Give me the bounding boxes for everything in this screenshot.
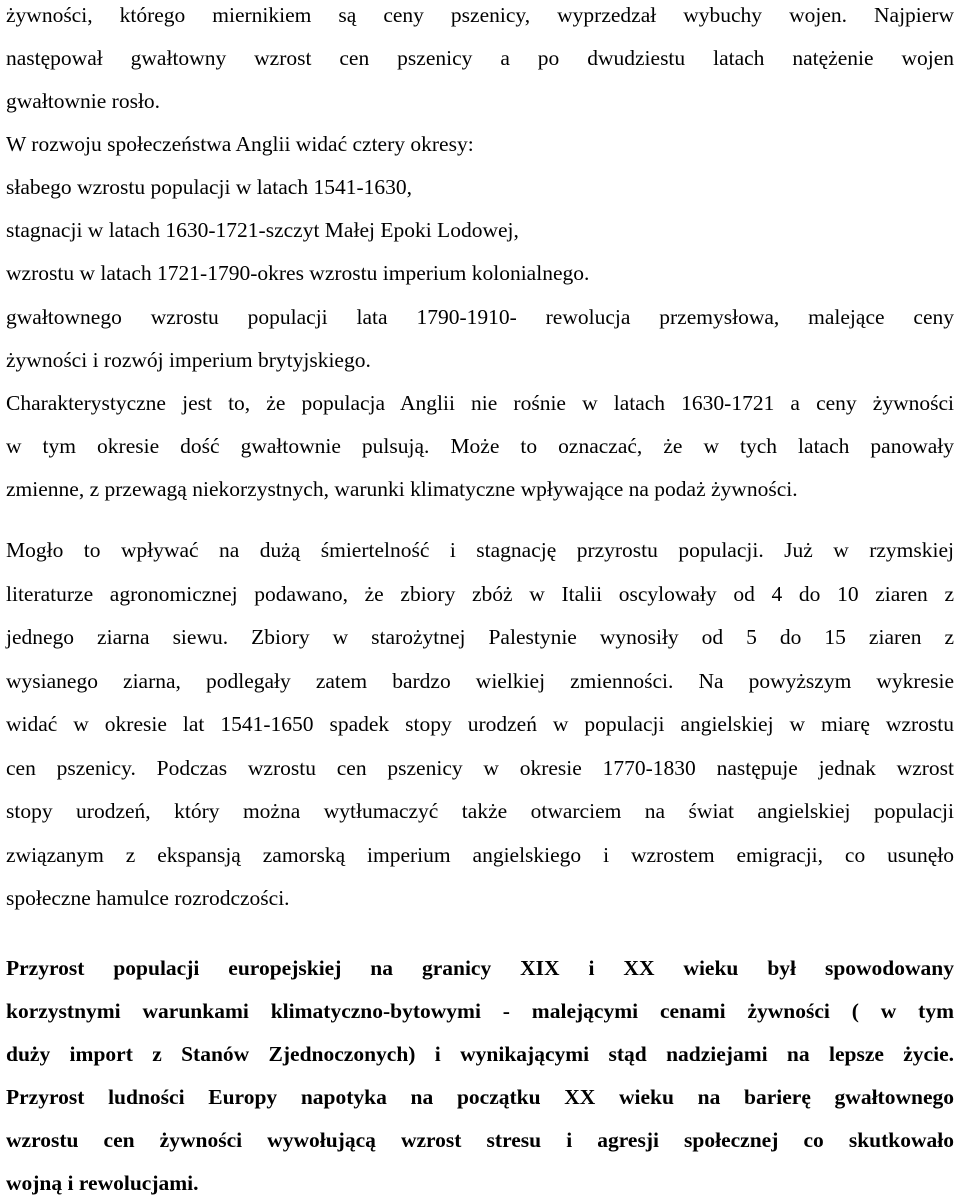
bold-paragraph-line: wojną i rewolucjami.: [6, 1171, 199, 1195]
bold-paragraph-line: korzystnymi warunkami klimatyczno-bytowymi - malejącymi cenami żywności ( w tym: [6, 999, 954, 1023]
bold-paragraph-line: wzrostu cen żywności wywołującą wzrost stresu i agresji społecznej co skutkowało: [6, 1128, 954, 1152]
bold-paragraph-line: Przyrost populacji europejskiej na granicy XIX i XX wieku był spowodowany: [6, 956, 954, 980]
paragraph-line: żywności, którego miernikiem są ceny pszenicy, wyprzedzał wybuchy wojen. Najpierw: [6, 3, 954, 27]
paragraph-line: następował gwałtowny wzrost cen pszenicy a po dwudziestu latach natężenie wojen: [6, 46, 954, 70]
paragraph-line: literaturze agronomicznej podawano, że zbiory zbóż w Italii oscylowały od 4 do 10 ziaren z: [6, 582, 954, 606]
period-item: słabego wzrostu populacji w latach 1541-1630,: [6, 175, 413, 199]
bold-paragraph-line: duży import z Stanów Zjednoczonych) i wynikającymi stąd nadziejami na lepsze życie.: [6, 1042, 954, 1066]
paragraph-line: związanym z ekspansją zamorską imperium angielskiego i wzrostem emigracji, co usunęło: [6, 843, 954, 867]
paragraph-line: gwałtownie rosło.: [6, 89, 161, 113]
paragraph-line: wysianego ziarna, podlegały zatem bardzo wielkiej zmienności. Na powyższym wykresie: [6, 669, 954, 693]
period-item: stagnacji w latach 1630-1721-szczyt Małej Epoki Lodowej,: [6, 218, 519, 242]
paragraph-line: w tym okresie dość gwałtownie pulsują. Może to oznaczać, że w tych latach panowały: [6, 434, 954, 458]
paragraph-line: zmienne, z przewagą niekorzystnych, warunki klimatyczne wpływające na podaż żywności.: [6, 477, 798, 501]
paragraph-line: cen pszenicy. Podczas wzrostu cen pszenicy w okresie 1770-1830 następuje jednak wzrost: [6, 756, 954, 780]
paragraph-line: stopy urodzeń, który można wytłumaczyć także otwarciem na świat angielskiej populacji: [6, 799, 954, 823]
paragraph-line: Charakterystyczne jest to, że populacja Anglii nie rośnie w latach 1630-1721 a ceny żywności: [6, 391, 954, 415]
paragraph-line: jednego ziarna siewu. Zbiory w starożytnej Palestynie wynosiły od 5 do 15 ziaren z: [6, 625, 954, 649]
period-item: gwałtownego wzrostu populacji lata 1790-1910- rewolucja przemysłowa, malejące ceny: [6, 305, 954, 329]
periods-intro: W rozwoju społeczeństwa Anglii widać cztery okresy:: [6, 132, 474, 156]
period-item: żywności i rozwój imperium brytyjskiego.: [6, 348, 371, 372]
bold-paragraph-line: Przyrost ludności Europy napotyka na początku XX wieku na barierę gwałtownego: [6, 1085, 954, 1109]
paragraph-line: widać w okresie lat 1541-1650 spadek stopy urodzeń w populacji angielskiej w miarę wzrostu: [6, 712, 954, 736]
period-item: wzrostu w latach 1721-1790-okres wzrostu imperium kolonialnego.: [6, 261, 590, 285]
paragraph-line: społeczne hamulce rozrodczości.: [6, 886, 290, 910]
paragraph-line: Mogło to wpływać na dużą śmiertelność i stagnację przyrostu populacji. Już w rzymskiej: [6, 538, 954, 562]
